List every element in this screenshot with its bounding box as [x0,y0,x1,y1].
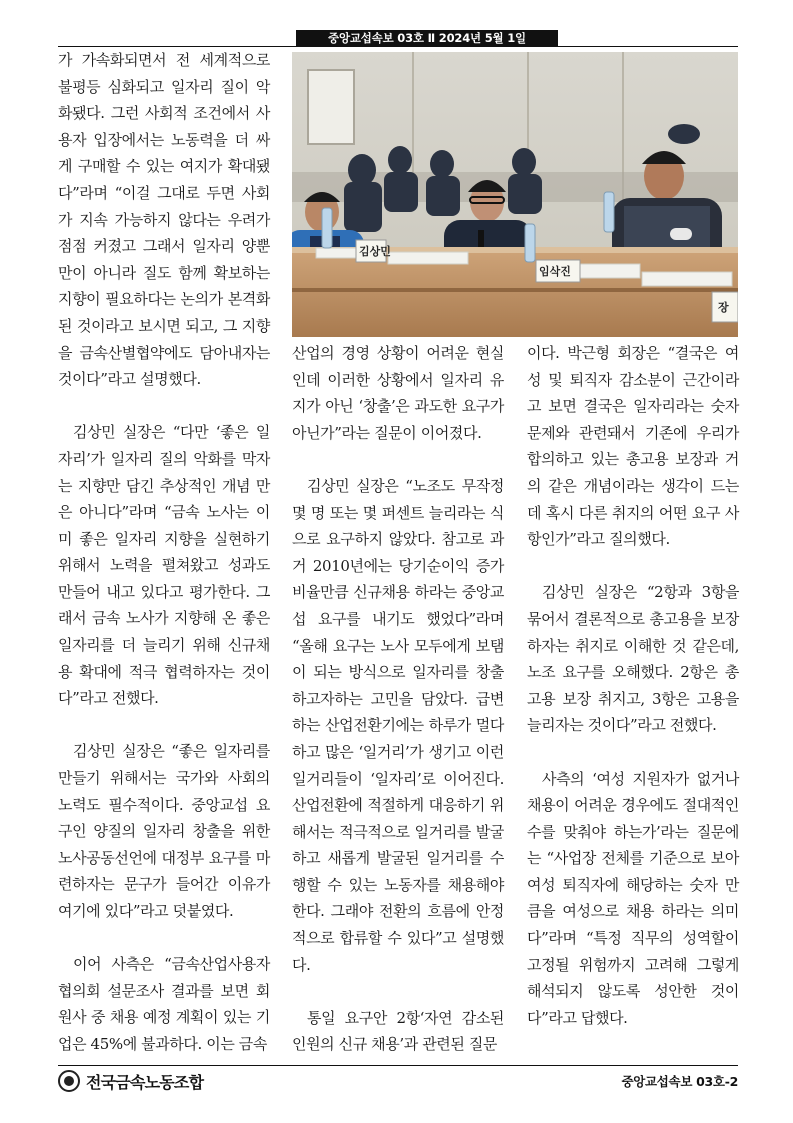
footer-divider [58,1065,738,1066]
paragraph: 김상민 실장은 “노조도 무작정 몇 명 또는 몇 퍼센트 늘리라는 식으로 요구하지 않았다. 참고로 과거 2010년에는 당기순이익 증가 비율만큼 신규채용 하라는 중앙교섭 요구를 내기도 했었다”라며 “올해 요구는 노사 모두에게 보탬이 되는 방식으로 일자리를 창출하고자하는 고민을 담았다. 급변하는 산업전환기에는 하루가 멀다하고 많은 ‘일거리’가 생기고 이런 일거리들이 ‘일자리’로 이어진다. 산업전환에 적절하게 대응하기 위해서는 적극적으로 일거리를 발굴하고 새롭게 발굴된 일거리를 수행할 수 있는 노동자를 채용해야 한다. 그래야 전환의 흐름에 안정적으로 합류할 수 있다”고 설명했다. [292,476,504,974]
union-logo [58,1069,203,1093]
name-card-kim: 김상민 [359,245,391,258]
union-name: 전국금속노동조합 [86,1072,204,1092]
paragraph: 통일 요구안 2항‘자연 감소된 인원의 신규 채용’과 관련된 질문 [292,1008,504,1054]
paragraph: 이다. 박근형 회장은 “결국은 여성 및 퇴직자 감소분이 근간이라고 보면 결국은 일자리라는 숫자 문제와 관련돼서 기존에 우리가 합의하고 있는 총고용 보장과 거의 같은 개념이라는 생각이 드는데 혹시 다른 취지의 어떤 요구 사항인가”라고 질의했다. [527,344,739,549]
paragraph: 김상민 실장은 “좋은 일자리를 만들기 위해서는 국가와 사회의 노력도 필수적이다. 중앙교섭 요구인 양질의 일자리 창출을 위한 노사공동선언에 대정부 요구를 마련하자는 문구가 들어간 이유가 여기에 있다”라고 덧붙였다. [58,742,270,920]
paragraph: 김상민 실장은 “2항과 3항을 묶어서 결론적으로 총고용을 보장하자는 취지로 이해한 것 같은데, 노조 요구를 오해했다. 2항은 총고용 보장 취지고, 3항은 고용을 늘리자는 것이다”라고 전했다. [527,583,739,735]
article-column-2 [292,340,504,1085]
article-column-1 [58,47,270,1084]
meeting-photo-illustration [292,52,738,337]
article-column-3 [527,340,739,1058]
paragraph: 산업의 경영 상황이 어려운 현실인데 이러한 상황에서 일자리 유지가 아닌 ‘창출’은 과도한 요구가 아닌가”라는 질문이 이어졌다. [292,344,504,442]
paragraph: 사측의 ‘여성 지원자가 없거나 채용이 어려운 경우에도 절대적인 수를 맞춰야 하는가’라는 질문에는 “사업장 전체를 기준으로 보아 여성 퇴직자에 해당하는 숫자 만큼을 여성으로 채용 하라는 의미다”라며 “특정 직무의 성역할이 고정될 위험까지 고려해 그렇게 해석되지 않도록 성안한 것이다”라고 답했다. [527,769,739,1027]
union-emblem-icon [58,1070,80,1092]
name-card-im: 임삭진 [539,265,571,278]
paragraph: 가 가속화되면서 전 세계적으로 불평등 심화되고 일자리 질이 악화됐다. 그런 사회적 조건에서 사용자 입장에서는 노동력을 더 싸게 구매할 수 있는 여지가 확대됐다”라며 “이걸 그대로 두면 사회가 지속 가능하지 않다는 우려가 점점 커졌고 그래서 일자리 양뿐만이 아니라 질도 함께 확보하는 지향이 필요하다는 논의가 본격화된 것이라고 보시면 되고, 그 지향을 금속산별협약에도 담아내자는 것이다”라고 설명했다. [58,51,270,389]
paragraph: 김상민 실장은 “다만 ‘좋은 일자리’가 일자리 질의 악화를 막자는 지향만 담긴 추상적인 개념 만은 아니다”라며 “금속 노사는 이미 좋은 일자리 지향을 실현하기 위해서 노력을 펼쳐왔고 성과도 만들어 내고 있다고 평가한다. 그래서 금속 노사가 지향해 온 좋은 일자리를 더 늘리기 위해 신규채용 확대에 적극 협력하자는 것이다”라고 전했다. [58,423,270,708]
header-bar [58,30,738,47]
newsletter-title: 중앙교섭속보 03호 Ⅱ 2024년 5월 1일 [296,30,558,46]
page-label: 중앙교섭속보 03호-2 [621,1074,738,1089]
name-card-jang: 장 [718,301,729,314]
paragraph: 이어 사측은 “금속산업사용자협의회 설문조사 결과를 보면 회원사 중 채용 예정 계획이 있는 기업은 45%에 불과하다. 이는 금속 [58,955,270,1053]
meeting-photo [292,52,738,337]
